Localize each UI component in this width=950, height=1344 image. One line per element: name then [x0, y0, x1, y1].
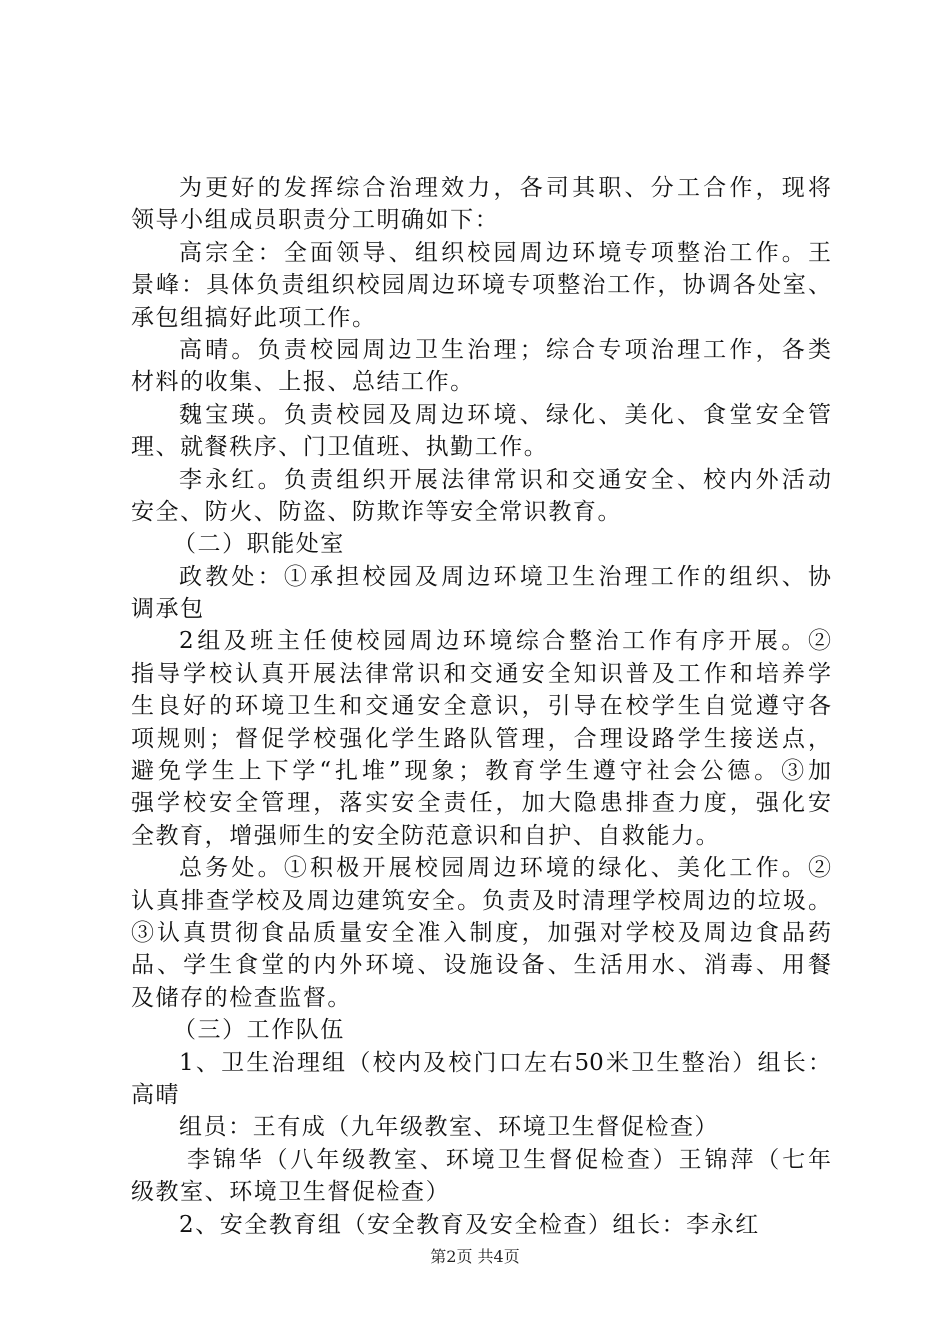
paragraph-line: 认真排查学校及周边建筑安全。负责及时清理学校周边的垃圾。	[131, 887, 831, 914]
paragraph-line: 调承包	[131, 596, 205, 623]
paragraph-line: 生良好的环境卫生和交通安全意识，引导在校学生自觉遵守各	[131, 693, 831, 720]
document-body	[131, 172, 831, 1241]
paragraph-line: 高宗全：全面领导、组织校园周边环境专项整治工作。王	[179, 239, 831, 266]
page-number-footer: 第2页 共4页	[430, 1247, 520, 1266]
paragraph-line: 承包组搞好此项工作。	[131, 304, 377, 331]
paragraph-line: 品、学生食堂的内外环境、设施设备、生活用水、消毒、用餐	[131, 952, 831, 979]
paragraph-line: 理、就餐秩序、门卫值班、执勤工作。	[131, 434, 549, 461]
paragraph-line: 2、安全教育组（安全教育及安全检查）组长：李永红	[179, 1211, 760, 1238]
paragraph-line: 景峰：具体负责组织校园周边环境专项整治工作，协调各处室、	[131, 272, 831, 299]
paragraph-line: 政教处：①承担校园及周边环境卫生治理工作的组织、协	[179, 563, 831, 590]
paragraph-line: 2组及班主任使校园周边环境综合整治工作有序开展。②	[179, 628, 831, 655]
paragraph-line: 材料的收集、上报、总结工作。	[131, 369, 475, 396]
paragraph-line: 级教室、环境卫生督促检查）	[131, 1179, 451, 1206]
paragraph-line: 组员：王有成（九年级教室、环境卫生督促检查）	[179, 1114, 720, 1141]
paragraph-line: 高晴。负责校园周边卫生治理；综合专项治理工作，各类	[179, 336, 831, 363]
paragraph-line: ③认真贯彻食品质量安全准入制度，加强对学校及周边食品药	[131, 919, 831, 946]
paragraph-line: 领导小组成员职责分工明确如下：	[131, 207, 500, 234]
paragraph-line: 高晴	[131, 1081, 181, 1108]
paragraph-line: 项规则；督促学校强化学生路队管理，合理设路学生接送点，	[131, 725, 831, 752]
paragraph-line: 李锦华（八年级教室、环境卫生督促检查）王锦萍（七年	[187, 1146, 831, 1173]
paragraph-line: 安全、防火、防盗、防欺诈等安全常识教育。	[131, 498, 622, 525]
section-heading: （三）工作队伍	[173, 1017, 345, 1044]
section-heading: （二）职能处室	[173, 531, 345, 558]
paragraph-line: 1、卫生治理组（校内及校门口左右50米卫生整治）组长：	[179, 1049, 831, 1076]
paragraph-line: 魏宝瑛。负责校园及周边环境、绿化、美化、食堂安全管	[179, 401, 831, 428]
paragraph-line: 避免学生上下学“扎堆”现象；教育学生遵守社会公德。③加	[131, 758, 831, 785]
paragraph-line: 全教育，增强师生的安全防范意识和自护、自救能力。	[131, 822, 721, 849]
paragraph-line: 指导学校认真开展法律常识和交通安全知识普及工作和培养学	[131, 660, 831, 687]
paragraph-line: 李永红。负责组织开展法律常识和交通安全、校内外活动	[179, 466, 831, 493]
paragraph-line: 为更好的发挥综合治理效力，各司其职、分工合作，现将	[179, 175, 831, 201]
paragraph-line: 总务处。①积极开展校园周边环境的绿化、美化工作。②	[179, 855, 831, 882]
paragraph-line: 强学校安全管理，落实安全责任，加大隐患排查力度，强化安	[131, 790, 831, 817]
paragraph-line: 及储存的检查监督。	[131, 984, 352, 1011]
